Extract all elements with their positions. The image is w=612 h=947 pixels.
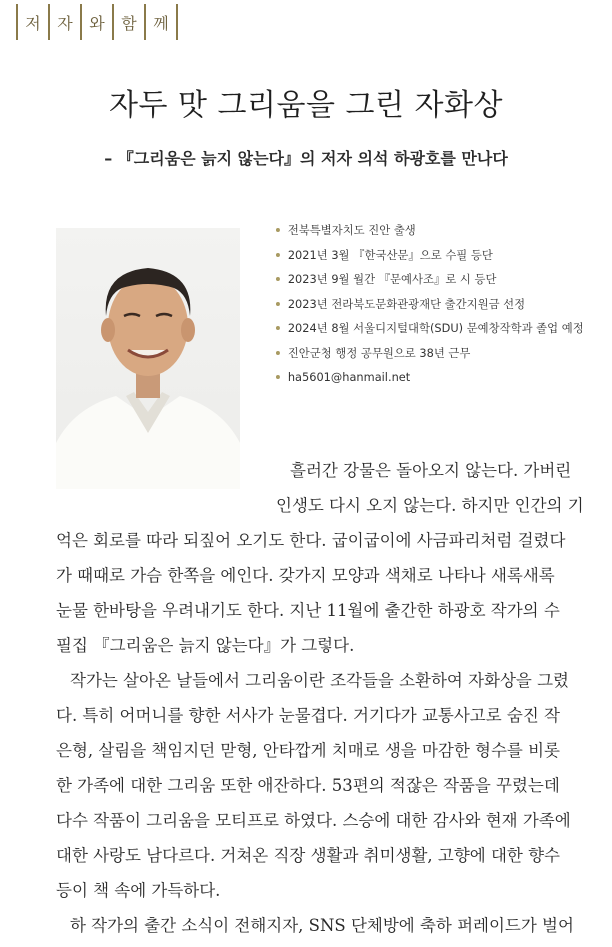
- body-line: 가 때때로 가슴 한쪽을 에인다. 갖가지 모양과 색채로 나타나 새록새록: [56, 566, 555, 585]
- body-line: 눈물 한바탕을 우려내기도 한다. 지난 11월에 출간한 하광호 작가의 수: [56, 601, 560, 620]
- section-tag-char: 저: [25, 13, 41, 33]
- body-line: 다수 작품이 그리움을 모티프로 하였다. 스승에 대한 감사와 현재 가족에: [56, 811, 571, 830]
- body-line: 은형, 살림을 책임지던 맏형, 안타깝게 치매로 생을 마감한 형수를 비롯: [56, 741, 560, 760]
- section-tag-char: 자: [57, 13, 73, 33]
- bio-email: ha5601@hanmail.net: [274, 369, 600, 394]
- body-line: 대한 사랑도 남다르다. 거쳐온 직장 생활과 취미생활, 고향에 대한 향수: [56, 846, 560, 865]
- section-tag-char: 와: [89, 13, 105, 33]
- section-tag: [16, 4, 178, 40]
- body-line: 인생도 다시 오지 않는다. 하지만 인간의 기: [276, 496, 584, 515]
- section-tag-char: 께: [153, 13, 169, 33]
- bio-item: 2024년 8월 서울디지털대학(SDU) 문예창작학과 졸업 예정: [274, 320, 600, 345]
- body-line: 억은 회로를 따라 되짚어 오기도 한다. 굽이굽이에 사금파리처럼 걸렸다: [56, 531, 566, 550]
- body-line: 흘러간 강물은 돌아오지 않는다. 가버린: [290, 461, 572, 480]
- article-subtitle: – 『그리움은 늙지 않는다』의 저자 의석 하광호를 만나다: [104, 149, 508, 168]
- section-tag-char: 함: [121, 13, 137, 33]
- article-title: 자두 맛 그리움을 그린 자화상: [109, 88, 503, 123]
- bio-item: 진안군청 행정 공무원으로 38년 근무: [274, 345, 600, 370]
- body-line: 하 작가의 출간 소식이 전해지자, SNS 단체방에 축하 퍼레이드가 벌어: [70, 916, 574, 935]
- tag-divider: [176, 4, 178, 40]
- bio-item: 2021년 3월 『한국산문』으로 수필 등단: [274, 247, 600, 272]
- body-line: 등이 책 속에 가득하다.: [56, 881, 221, 900]
- bio-item: 2023년 9월 월간 『문예사조』로 시 등단: [274, 271, 600, 296]
- body-line: 한 가족에 대한 그리움 또한 애잔하다. 53편의 적잖은 작품을 꾸렸는데: [56, 776, 560, 795]
- body-line: 필집 『그리움은 늙지 않는다』가 그렇다.: [56, 636, 355, 655]
- author-photo: [56, 228, 240, 489]
- bio-item: 전북특별자치도 진안 출생: [274, 222, 600, 247]
- bio-item: 2023년 전라북도문화관광재단 출간지원금 선정: [274, 296, 600, 321]
- body-line: 작가는 살아온 날들에서 그리움이란 조각들을 소환하여 자화상을 그렸: [70, 671, 569, 690]
- author-portrait-icon: [56, 228, 240, 489]
- author-bio-list: [274, 222, 604, 394]
- body-line: 다. 특히 어머니를 향한 서사가 눈물겹다. 거기다가 교통사고로 숨진 작: [56, 706, 560, 725]
